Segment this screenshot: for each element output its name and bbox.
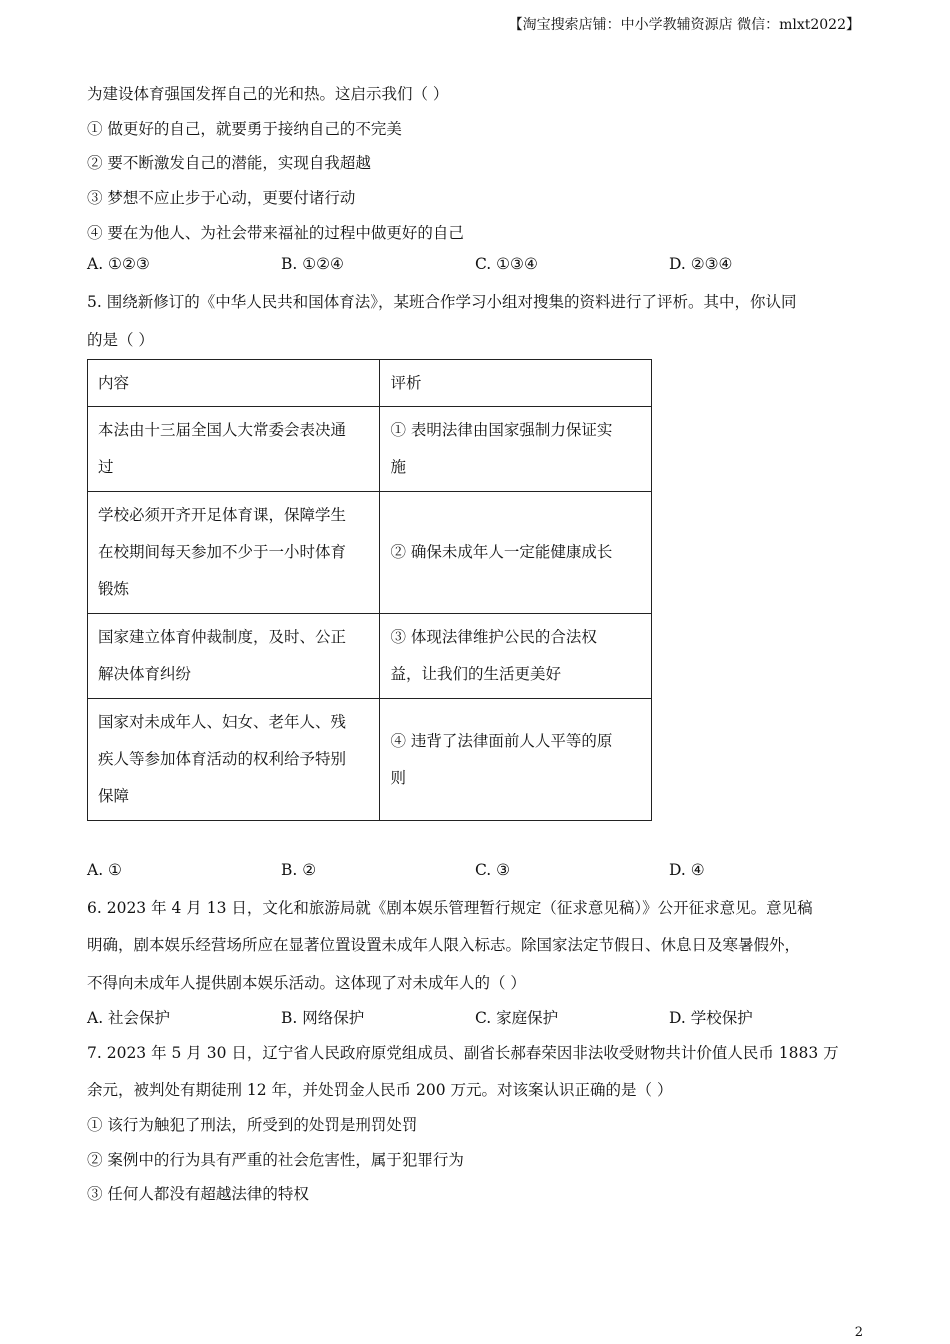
page-header: 【淘宝搜索店铺：中小学教辅资源店 微信：mlxt2022】 — [508, 17, 860, 33]
q7-statement-2: ② 案例中的行为具有严重的社会危害性，属于犯罪行为 — [87, 1151, 464, 1169]
q5-option-b[interactable]: B. ② — [281, 861, 317, 879]
table-row — [88, 699, 652, 821]
table-row — [88, 614, 652, 699]
q5-option-a[interactable]: A. ① — [87, 861, 122, 879]
table-cell-analysis — [380, 699, 652, 821]
q4-option-d[interactable]: D. ②③④ — [669, 255, 733, 273]
cell-line: ③ 体现法律维护公民的合法权 — [390, 628, 597, 646]
table-row — [88, 407, 652, 492]
q4-option-c[interactable]: C. ①③④ — [475, 255, 538, 273]
cell-line: 锻炼 — [98, 580, 130, 598]
table-cell-content — [88, 407, 380, 492]
table-header-analysis: 评析 — [380, 360, 652, 407]
q4-option-b[interactable]: B. ①②④ — [281, 255, 344, 273]
q6-option-a[interactable]: A. 社会保护 — [87, 1009, 171, 1027]
cell-line: 解决体育纠纷 — [98, 665, 192, 683]
table-cell-content — [88, 699, 380, 821]
q4-statement-2: ② 要不断激发自己的潜能，实现自我超越 — [87, 154, 371, 172]
q6-stem-line-3: 不得向未成年人提供剧本娱乐活动。这体现了对未成年人的（ ） — [87, 974, 526, 992]
q6-stem-line-2: 明确，剧本娱乐经营场所应在显著位置设置未成年人限入标志。除国家法定节假日、休息日及寒暑假外， — [87, 936, 801, 954]
cell-line: 疾人等参加体育活动的权利给予特别 — [98, 750, 347, 768]
q4-statement-3: ③ 梦想不应止步于心动，更要付诸行动 — [87, 189, 356, 207]
cell-line: ① 表明法律由国家强制力保证实 — [390, 421, 613, 439]
table-row — [88, 492, 652, 614]
cell-line: 学校必须开齐开足体育课，保障学生 — [98, 506, 347, 524]
q7-statement-1: ① 该行为触犯了刑法，所受到的处罚是刑罚处罚 — [87, 1116, 418, 1134]
table-cell-content — [88, 492, 380, 614]
q7-stem-line-1: 7. 2023 年 5 月 30 日，辽宁省人民政府原党组成员、副省长郝春荣因非法收受财物共计价值人民币 1883 万 — [87, 1044, 839, 1062]
q5-option-d[interactable]: D. ④ — [669, 861, 705, 879]
q6-option-d[interactable]: D. 学校保护 — [669, 1009, 753, 1027]
cell-line: ④ 违背了法律面前人人平等的原 — [390, 731, 613, 750]
q5-options — [87, 861, 867, 883]
cell-line: 在校期间每天参加不少于一小时体育 — [98, 543, 347, 561]
cell-line: 国家建立体育仲裁制度，及时、公正 — [98, 628, 347, 646]
q5-option-c[interactable]: C. ③ — [475, 861, 511, 879]
q6-stem-line-1: 6. 2023 年 4 月 13 日，文化和旅游局就《剧本娱乐管理暂行规定（征求意见稿）》公开征求意见。意见稿 — [87, 899, 813, 917]
q5-stem-line-1: 5. 围绕新修订的《中华人民共和国体育法》，某班合作学习小组对搜集的资料进行了评析。其中，你认同 — [87, 293, 797, 311]
q7-stem-line-2: 余元，被判处有期徒刑 12 年，并处罚金人民币 200 万元。对该案认识正确的是（ ） — [87, 1081, 673, 1099]
table-header-content: 内容 — [88, 360, 380, 407]
cell-line: 本法由十三届全国人大常委会表决通 — [98, 421, 347, 439]
cell-line: 过 — [98, 458, 114, 476]
cell-line: 保障 — [98, 787, 130, 805]
q4-statement-1: ① 做更好的自己，就要勇于接纳自己的不完美 — [87, 120, 402, 138]
table-cell-analysis — [380, 492, 652, 614]
cell-line: ② 确保未成年人一定能健康成长 — [390, 543, 613, 561]
cell-line: 则 — [390, 768, 406, 787]
table-cell-analysis — [380, 614, 652, 699]
cell-line: 施 — [390, 458, 406, 476]
q6-options — [87, 1006, 867, 1028]
q5-table — [87, 359, 652, 821]
table-header-row — [88, 360, 652, 407]
q6-option-b[interactable]: B. 网络保护 — [281, 1009, 365, 1027]
cell-line: 国家对未成年人、妇女、老年人、残 — [98, 713, 347, 731]
q5-stem-line-2: 的是（ ） — [87, 331, 154, 349]
q6-option-c[interactable]: C. 家庭保护 — [475, 1009, 559, 1027]
page-number: 2 — [854, 1325, 863, 1340]
table-cell-content — [88, 614, 380, 699]
q4-stem: 为建设体育强国发挥自己的光和热。这启示我们（ ） — [87, 85, 449, 103]
cell-line: 益，让我们的生活更美好 — [390, 665, 561, 683]
q7-statement-3: ③ 任何人都没有超越法律的特权 — [87, 1185, 309, 1203]
q4-option-a[interactable]: A. ①②③ — [87, 255, 150, 273]
q4-statement-4: ④ 要在为他人、为社会带来福祉的过程中做更好的自己 — [87, 224, 464, 242]
table-cell-analysis — [380, 407, 652, 492]
q4-options — [87, 255, 867, 277]
